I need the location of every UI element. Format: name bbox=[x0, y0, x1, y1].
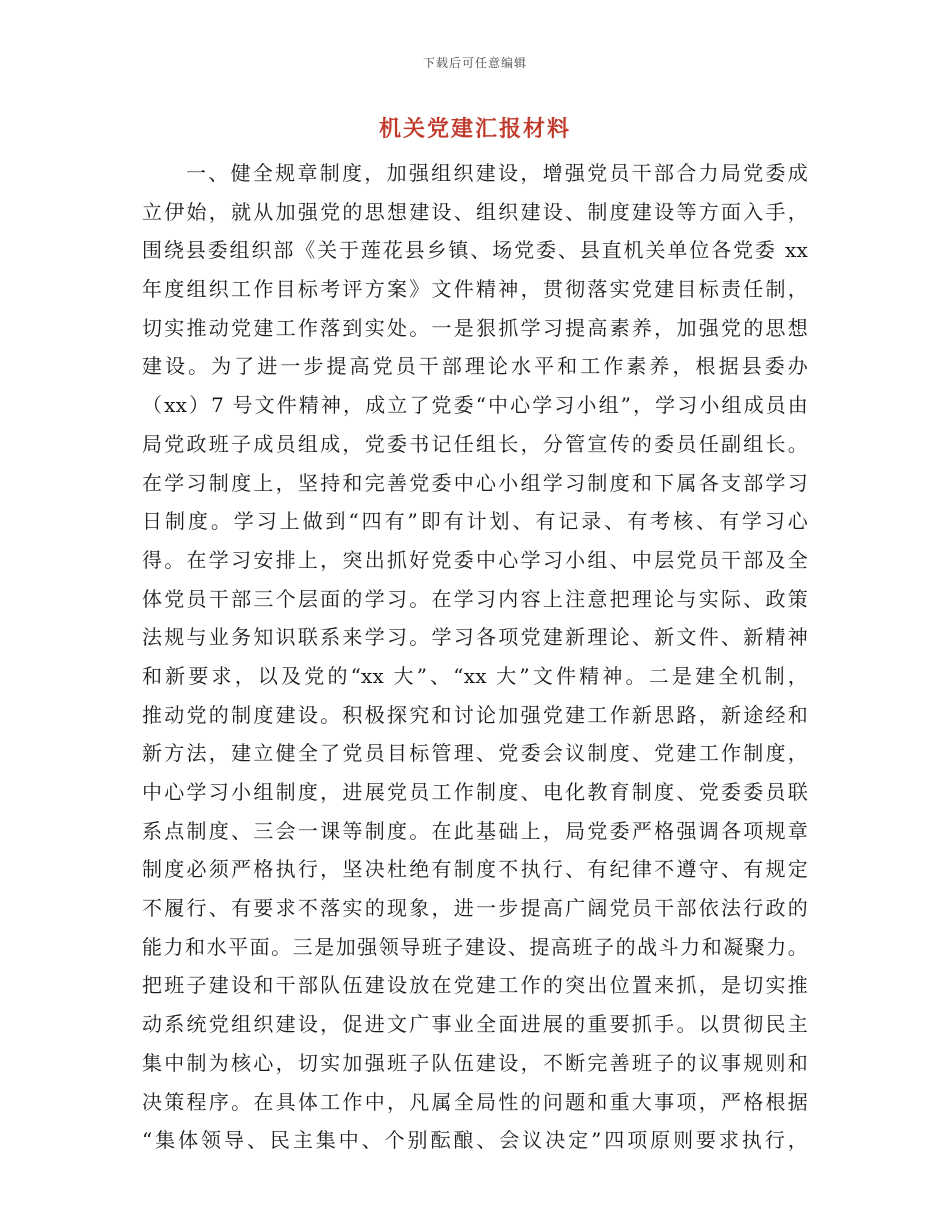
body-line: 决策程序。在具体工作中，凡属全局性的问题和重大事项，严格根据 bbox=[142, 1089, 808, 1114]
body-line: 局党政班子成员组成，党委书记任组长，分管宣传的委员任副组长。 bbox=[142, 431, 808, 456]
body-line: 能力和水平面。三是加强领导班子建设、提高班子的战斗力和凝聚力。 bbox=[142, 934, 808, 959]
body-line: 和新要求，以及党的“xx 大”、“xx 大”文件精神。二是建全机制， bbox=[142, 663, 808, 688]
body-line: 在学习制度上，坚持和完善党委中心小组学习制度和下属各支部学习 bbox=[142, 470, 808, 495]
body-line: 新方法，建立健全了党员目标管理、党委会议制度、党建工作制度， bbox=[142, 741, 808, 766]
body-line: 切实推动党建工作落到实处。一是狠抓学习提高素养，加强党的思想 bbox=[142, 315, 808, 340]
header-note: 下载后可任意编辑 bbox=[422, 56, 527, 70]
body-line: 一、健全规章制度，加强组织建设，增强党员干部合力局党委成 bbox=[186, 161, 808, 185]
body-line: 日制度。学习上做到“四有”即有计划、有记录、有考核、有学习心 bbox=[142, 509, 808, 534]
body-line: 推动党的制度建设。积极探究和讨论加强党建工作新思路，新途经和 bbox=[142, 702, 808, 727]
body-line: 动系统党组织建设，促进文广事业全面进展的重要抓手。以贯彻民主 bbox=[142, 1012, 808, 1037]
body-line: 系点制度、三会一课等制度。在此基础上，局党委严格强调各项规章 bbox=[142, 818, 808, 843]
body-line: 制度必须严格执行，坚决杜绝有制度不执行、有纪律不遵守、有规定 bbox=[142, 857, 808, 882]
body-line: 中心学习小组制度，进展党员工作制度、电化教育制度、党委委员联 bbox=[142, 780, 808, 804]
body-line: 年度组织工作目标考评方案》文件精神，贯彻落实党建目标责任制， bbox=[142, 277, 808, 302]
body-line: 建设。为了进一步提高党员干部理论水平和工作素养，根据县委办 bbox=[142, 354, 808, 379]
body-line: 法规与业务知识联系来学习。学习各项党建新理论、新文件、新精神 bbox=[142, 625, 808, 650]
body-line: 集中制为核心，切实加强班子队伍建设，不断完善班子的议事规则和 bbox=[142, 1050, 808, 1075]
document-title: 机关党建汇报材料 bbox=[378, 116, 571, 142]
body-line: 把班子建设和干部队伍建设放在党建工作的突出位置来抓，是切实推 bbox=[142, 973, 808, 998]
body-line: （xx）7 号文件精神，成立了党委“中心学习小组”，学习小组成员由 bbox=[142, 393, 808, 418]
body-line: 立伊始，就从加强党的思想建设、组织建设、制度建设等方面入手， bbox=[142, 199, 808, 224]
body-line: “集体领导、民主集中、个别酝酿、会议决定”四项原则要求执行， bbox=[142, 1128, 808, 1153]
body-line: 体党员干部三个层面的学习。在学习内容上注意把理论与实际、政策 bbox=[142, 586, 808, 611]
body-text bbox=[142, 154, 808, 1160]
body-line: 围绕县委组织部《关于莲花县乡镇、场党委、县直机关单位各党委 xx bbox=[142, 238, 808, 263]
body-line: 不履行、有要求不落实的现象，进一步提高广阔党员干部依法行政的 bbox=[142, 896, 808, 921]
body-line: 得。在学习安排上，突出抓好党委中心学习小组、中层党员干部及全 bbox=[142, 547, 808, 572]
